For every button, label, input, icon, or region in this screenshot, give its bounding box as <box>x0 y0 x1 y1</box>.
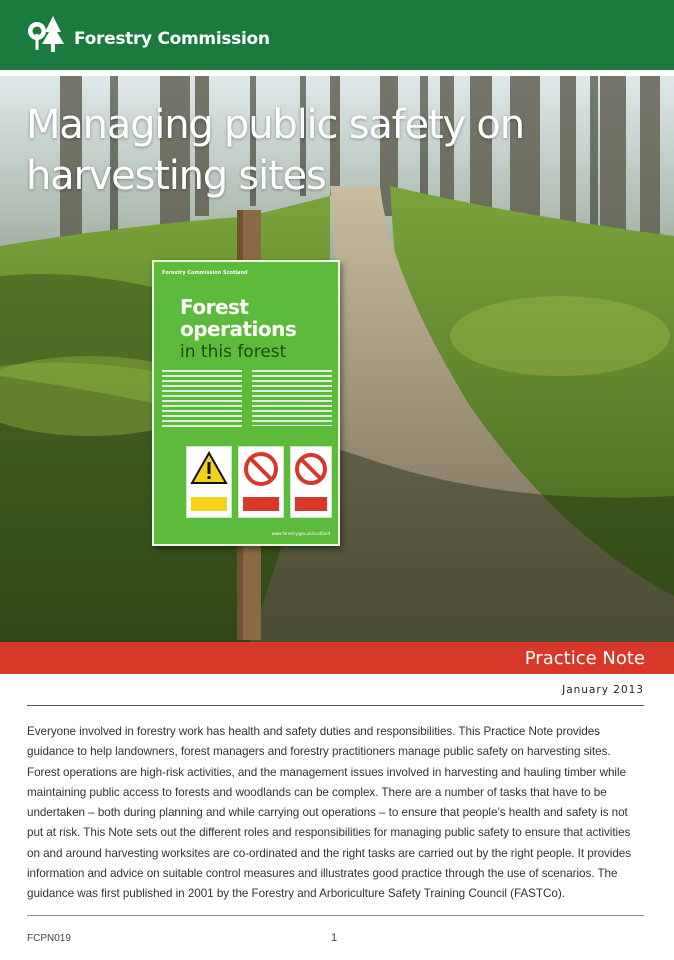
tree-logo-icon <box>26 14 66 54</box>
brand-name: Forestry Commission <box>74 29 270 49</box>
document-code: FCPN019 <box>27 933 71 944</box>
summary-paragraph: Everyone involved in forestry work has health and safety duties and responsibilities. This Practice Note provides guidance to help landowners, forest managers and forestry practitioners manage public safety on harvesting sites. Forest operations are high-risk activities, and the management issues involved in harvesting and hauling timber while maintaining public access to forests and woodlands can be complex. There are a number of tasks that have to be undertaken – both during planning and while carrying out operations – to ensure that people’s health and safety is not put at risk. This Note sets out the different roles and responsibilities for managing public safety to ensure that activities on and around harvesting worksites are co-ordinated and the right tasks are carried out by the right people. It provides information and advice on suitable control measures and illustrates good practice through the use of scenarios. The guidance was first published in 2001 by the Forestry and Arboriculture Safety Training Council (FASTCo). <box>27 725 632 901</box>
no-climbing-icon <box>291 447 331 491</box>
sign-url: www.forestry.gov.uk/scotland <box>271 531 330 536</box>
sign-text-right <box>252 370 332 426</box>
page-number: 1 <box>331 932 338 944</box>
sign-panel-warning <box>186 446 232 518</box>
sign-panel-no-climb <box>290 446 332 518</box>
sign-subheading: in this forest <box>180 342 287 362</box>
sign-panel-no-entry <box>238 446 284 518</box>
no-entry-icon <box>239 447 283 491</box>
sign-heading: Forest operations <box>180 295 297 341</box>
forest-operations-sign <box>152 260 340 546</box>
document-type-label: Practice Note <box>524 648 645 669</box>
sign-org: Forestry Commission Scotland <box>162 270 248 276</box>
divider <box>27 705 644 706</box>
footer-divider <box>27 915 644 916</box>
page-title: Managing public safety on harvesting sites <box>26 102 524 199</box>
publication-date: January 2013 <box>562 684 644 696</box>
practice-note-band <box>0 642 674 674</box>
warning-triangle-icon <box>187 447 231 491</box>
sign-text-left <box>162 370 242 430</box>
header-bar <box>0 0 674 70</box>
